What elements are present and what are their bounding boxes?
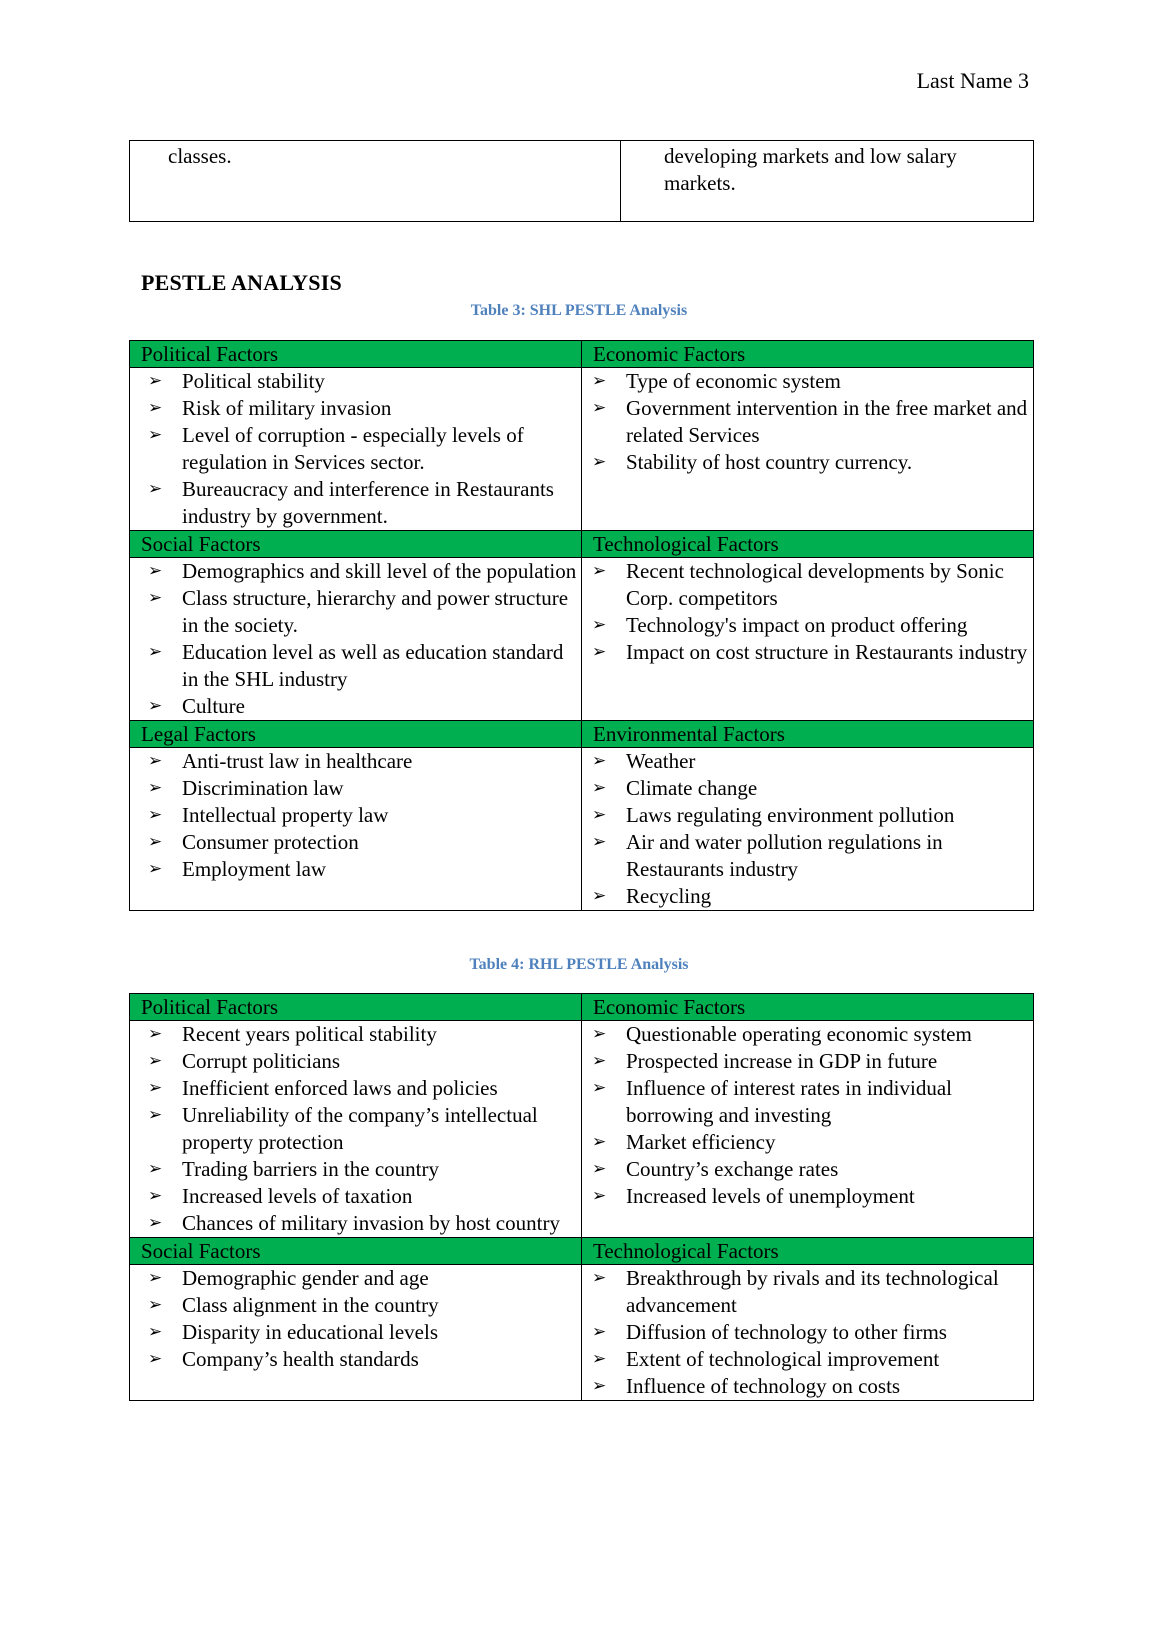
- list-item: [130, 558, 581, 585]
- list-item-text: Increased levels of taxation: [182, 1184, 413, 1208]
- list-item: [130, 748, 581, 775]
- arrow-bullet-icon: ➢: [148, 751, 163, 771]
- table3-political-list: [130, 368, 581, 530]
- list-item: [582, 1048, 1033, 1075]
- list-item: [130, 856, 581, 883]
- list-item: [582, 395, 1033, 449]
- arrow-bullet-icon: ➢: [148, 1213, 163, 1233]
- list-item: [582, 1156, 1033, 1183]
- arrow-bullet-icon: ➢: [592, 452, 607, 472]
- arrow-bullet-icon: ➢: [592, 1349, 607, 1369]
- list-item-text: Climate change: [626, 776, 758, 800]
- list-item: [582, 558, 1033, 612]
- arrow-bullet-icon: ➢: [148, 778, 163, 798]
- table3-economic-list: [582, 368, 1033, 476]
- list-item-text: Bureaucracy and interference in Restaurants industry by government.: [182, 477, 554, 528]
- list-item: [130, 639, 581, 693]
- table3-social-cell: [130, 558, 582, 721]
- table4-economic-list: [582, 1021, 1033, 1210]
- continued-cell-left: [130, 141, 621, 222]
- list-item-text: Trading barriers in the country: [182, 1157, 440, 1181]
- arrow-bullet-icon: ➢: [148, 1159, 163, 1179]
- table3-legal-list: [130, 748, 581, 883]
- running-head: Last Name 3: [916, 68, 1029, 93]
- table4-technological-list: [582, 1265, 1033, 1400]
- arrow-bullet-icon: ➢: [148, 479, 163, 499]
- list-item: [130, 368, 581, 395]
- list-item-text: Market efficiency: [626, 1130, 776, 1154]
- list-item-text: Recent technological developments by Sonic Corp. competitors: [626, 559, 1004, 610]
- list-item: [130, 1048, 581, 1075]
- table3-pestle: [129, 340, 1034, 911]
- list-item-text: Influence of technology on costs: [626, 1374, 901, 1398]
- list-item-text: Technology's impact on product offering: [626, 613, 968, 637]
- list-item-text: Government intervention in the free market and related Services: [626, 396, 1028, 447]
- list-item-text: Anti-trust law in healthcare: [182, 749, 413, 773]
- list-item-text: Inefficient enforced laws and policies: [182, 1076, 498, 1100]
- arrow-bullet-icon: ➢: [148, 1024, 163, 1044]
- list-item-text: Recent years political stability: [182, 1022, 437, 1046]
- list-item-text: Corrupt politicians: [182, 1049, 341, 1073]
- list-item: [582, 802, 1033, 829]
- table4-political-list: [130, 1021, 581, 1237]
- arrow-bullet-icon: ➢: [592, 751, 607, 771]
- list-item: [582, 368, 1033, 395]
- table3-caption: Table 3: SHL PESTLE Analysis: [470, 302, 688, 319]
- list-item-text: Class structure, hierarchy and power structure in the society.: [182, 586, 569, 637]
- arrow-bullet-icon: ➢: [148, 832, 163, 852]
- arrow-bullet-icon: ➢: [148, 859, 163, 879]
- list-item-text: Type of economic system: [626, 369, 841, 393]
- arrow-bullet-icon: ➢: [148, 642, 163, 662]
- list-item-text: Consumer protection: [182, 830, 359, 854]
- list-item: [582, 883, 1033, 910]
- list-item-text: Level of corruption - especially levels of regulation in Services sector.: [182, 423, 524, 474]
- list-item-text: Class alignment in the country: [182, 1293, 439, 1317]
- arrow-bullet-icon: ➢: [148, 1268, 163, 1288]
- table3-social-title: Social Factors: [130, 531, 582, 558]
- arrow-bullet-icon: ➢: [148, 588, 163, 608]
- list-item: [130, 1183, 581, 1210]
- list-item-text: Country’s exchange rates: [626, 1157, 839, 1181]
- list-item-text: Breakthrough by rivals and its technological advancement: [626, 1266, 999, 1317]
- list-item: [582, 1129, 1033, 1156]
- arrow-bullet-icon: ➢: [148, 371, 163, 391]
- arrow-bullet-icon: ➢: [148, 1105, 163, 1125]
- list-item: [130, 1075, 581, 1102]
- arrow-bullet-icon: ➢: [592, 1078, 607, 1098]
- list-item: [130, 1102, 581, 1156]
- list-item: [130, 1156, 581, 1183]
- list-item: [130, 395, 581, 422]
- list-item: [130, 1021, 581, 1048]
- table4-technological-title: Technological Factors: [582, 1238, 1034, 1265]
- table3-environmental-list: [582, 748, 1033, 910]
- table3-legal-cell: [130, 748, 582, 911]
- arrow-bullet-icon: ➢: [592, 1376, 607, 1396]
- table4-caption: Table 4: RHL PESTLE Analysis: [469, 956, 689, 973]
- list-item-text: Education level as well as education standard in the SHL industry: [182, 640, 564, 691]
- list-item: [130, 476, 581, 530]
- list-item: [582, 639, 1033, 666]
- arrow-bullet-icon: ➢: [592, 778, 607, 798]
- list-item: [130, 1210, 581, 1237]
- list-item: [582, 449, 1033, 476]
- arrow-bullet-icon: ➢: [148, 1051, 163, 1071]
- table4-political-cell: [130, 1021, 582, 1238]
- table3-legal-title: Legal Factors: [130, 721, 582, 748]
- continued-table: [129, 140, 1034, 222]
- table4-economic-title: Economic Factors: [582, 994, 1034, 1021]
- arrow-bullet-icon: ➢: [148, 1186, 163, 1206]
- list-item: [582, 1373, 1033, 1400]
- arrow-bullet-icon: ➢: [148, 1322, 163, 1342]
- continued-left-text: classes.: [168, 144, 232, 168]
- arrow-bullet-icon: ➢: [592, 1186, 607, 1206]
- list-item: [582, 1021, 1033, 1048]
- list-item-text: Political stability: [182, 369, 325, 393]
- continued-right-line: markets.: [664, 171, 736, 195]
- table3-environmental-cell: [582, 748, 1034, 911]
- list-item-text: Weather: [626, 749, 696, 773]
- list-item: [582, 1183, 1033, 1210]
- arrow-bullet-icon: ➢: [148, 805, 163, 825]
- arrow-bullet-icon: ➢: [148, 425, 163, 445]
- arrow-bullet-icon: ➢: [592, 398, 607, 418]
- list-item: [130, 1346, 581, 1373]
- arrow-bullet-icon: ➢: [148, 1078, 163, 1098]
- list-item-text: Impact on cost structure in Restaurants industry: [626, 640, 1028, 664]
- arrow-bullet-icon: ➢: [592, 886, 607, 906]
- list-item-text: Discrimination law: [182, 776, 344, 800]
- list-item: [582, 1346, 1033, 1373]
- table4-social-title: Social Factors: [130, 1238, 582, 1265]
- list-item: [130, 1265, 581, 1292]
- list-item-text: Diffusion of technology to other firms: [626, 1320, 947, 1344]
- arrow-bullet-icon: ➢: [148, 1349, 163, 1369]
- table4-economic-cell: [582, 1021, 1034, 1238]
- continued-right-line: developing markets and low salary: [664, 144, 957, 168]
- list-item: [130, 775, 581, 802]
- arrow-bullet-icon: ➢: [592, 832, 607, 852]
- arrow-bullet-icon: ➢: [148, 398, 163, 418]
- list-item-text: Demographics and skill level of the population: [182, 559, 577, 583]
- arrow-bullet-icon: ➢: [148, 696, 163, 716]
- list-item-text: Intellectual property law: [182, 803, 389, 827]
- table4-social-list: [130, 1265, 581, 1373]
- list-item: [130, 693, 581, 720]
- arrow-bullet-icon: ➢: [148, 1295, 163, 1315]
- list-item-text: Increased levels of unemployment: [626, 1184, 915, 1208]
- list-item: [582, 829, 1033, 883]
- arrow-bullet-icon: ➢: [592, 642, 607, 662]
- list-item: [582, 1075, 1033, 1129]
- list-item-text: Recycling: [626, 884, 712, 908]
- list-item: [130, 585, 581, 639]
- arrow-bullet-icon: ➢: [592, 561, 607, 581]
- arrow-bullet-icon: ➢: [592, 1322, 607, 1342]
- table3-technological-cell: [582, 558, 1034, 721]
- arrow-bullet-icon: ➢: [592, 1024, 607, 1044]
- table3-political-title: Political Factors: [130, 341, 582, 368]
- table4-political-title: Political Factors: [130, 994, 582, 1021]
- list-item: [582, 1265, 1033, 1319]
- table3-technological-list: [582, 558, 1033, 666]
- list-item: [582, 612, 1033, 639]
- list-item-text: Stability of host country currency.: [626, 450, 913, 474]
- table3-social-list: [130, 558, 581, 720]
- list-item-text: Chances of military invasion by host country: [182, 1211, 560, 1235]
- table3-economic-cell: [582, 368, 1034, 531]
- table3-economic-title: Economic Factors: [582, 341, 1034, 368]
- list-item-text: Laws regulating environment pollution: [626, 803, 955, 827]
- table3-technological-title: Technological Factors: [582, 531, 1034, 558]
- arrow-bullet-icon: ➢: [592, 1051, 607, 1071]
- list-item: [582, 748, 1033, 775]
- arrow-bullet-icon: ➢: [148, 561, 163, 581]
- list-item-text: Culture: [182, 694, 245, 718]
- section-title: PESTLE ANALYSIS: [141, 270, 342, 295]
- arrow-bullet-icon: ➢: [592, 1132, 607, 1152]
- list-item: [130, 422, 581, 476]
- arrow-bullet-icon: ➢: [592, 615, 607, 635]
- table4-technological-cell: [582, 1265, 1034, 1401]
- list-item-text: Prospected increase in GDP in future: [626, 1049, 938, 1073]
- list-item-text: Risk of military invasion: [182, 396, 392, 420]
- arrow-bullet-icon: ➢: [592, 1159, 607, 1179]
- table4-pestle: [129, 993, 1034, 1401]
- continued-cell-right: [621, 141, 1034, 222]
- arrow-bullet-icon: ➢: [592, 371, 607, 391]
- table3-environmental-title: Environmental Factors: [582, 721, 1034, 748]
- list-item-text: Employment law: [182, 857, 327, 881]
- list-item: [130, 802, 581, 829]
- list-item: [130, 829, 581, 856]
- list-item-text: Disparity in educational levels: [182, 1320, 439, 1344]
- table3-political-cell: [130, 368, 582, 531]
- list-item-text: Unreliability of the company’s intellectual property protection: [182, 1103, 538, 1154]
- list-item: [582, 775, 1033, 802]
- arrow-bullet-icon: ➢: [592, 805, 607, 825]
- arrow-bullet-icon: ➢: [592, 1268, 607, 1288]
- list-item: [130, 1292, 581, 1319]
- list-item: [582, 1319, 1033, 1346]
- list-item-text: Questionable operating economic system: [626, 1022, 972, 1046]
- list-item: [130, 1319, 581, 1346]
- list-item-text: Influence of interest rates in individual borrowing and investing: [626, 1076, 952, 1127]
- list-item-text: Air and water pollution regulations in Restaurants industry: [626, 830, 943, 881]
- table4-social-cell: [130, 1265, 582, 1401]
- list-item-text: Extent of technological improvement: [626, 1347, 940, 1371]
- list-item-text: Demographic gender and age: [182, 1266, 429, 1290]
- list-item-text: Company’s health standards: [182, 1347, 419, 1371]
